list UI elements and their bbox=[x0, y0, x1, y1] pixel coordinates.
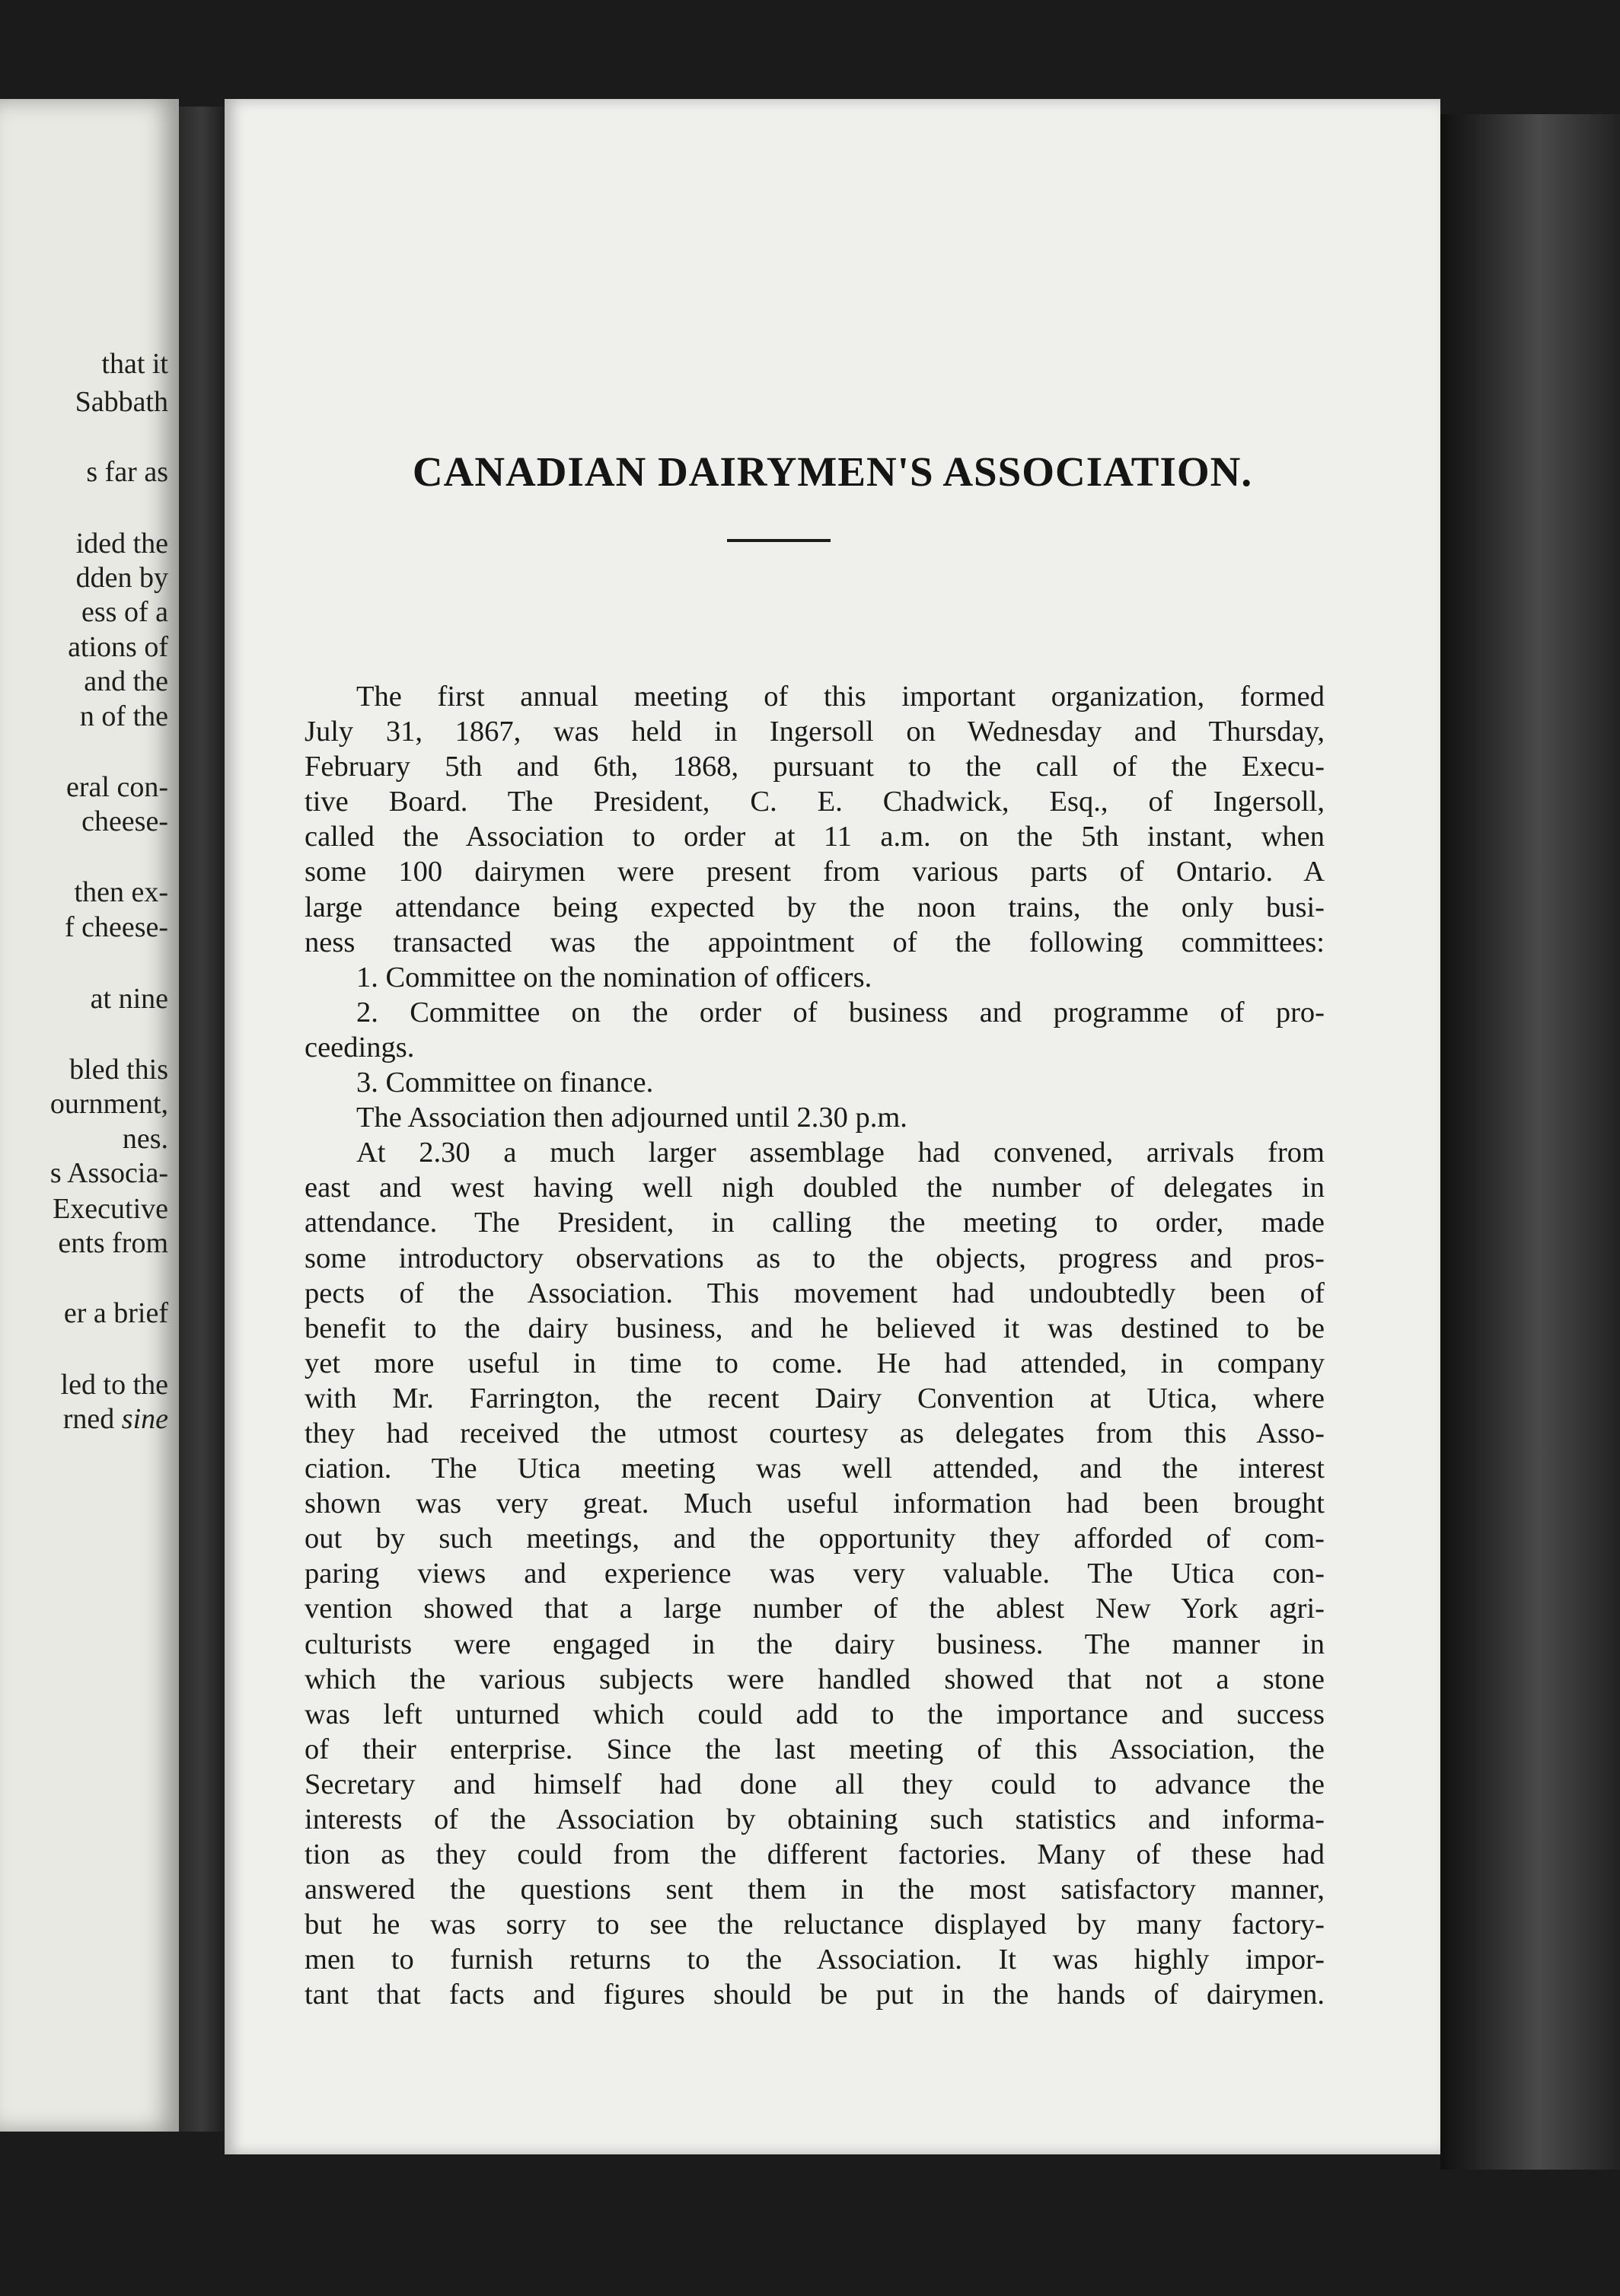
left-page-line: at nine bbox=[90, 983, 168, 1015]
body-line: called the Association to order at 11 a.m. on the 5th instant, when bbox=[305, 821, 1325, 853]
body-line: tant that facts and figures should be put in the hands of dairymen. bbox=[305, 1979, 1325, 2011]
book-gutter bbox=[179, 107, 225, 2132]
left-page-line: eral con- bbox=[66, 771, 168, 803]
body-line: tive Board. The President, C. E. Chadwick, Esq., of Ingersoll, bbox=[305, 786, 1325, 818]
body-line: Secretary and himself had done all they could to advance the bbox=[305, 1768, 1325, 1800]
left-page-line: er a brief bbox=[63, 1297, 168, 1329]
left-page-line: Sabbath bbox=[75, 386, 168, 418]
left-page-line: led to the bbox=[60, 1369, 168, 1401]
title-rule bbox=[727, 539, 831, 542]
body-line: At 2.30 a much larger assemblage had convened, arrivals from bbox=[356, 1137, 1325, 1169]
body-line: 1. Committee on the nomination of officers. bbox=[356, 961, 872, 993]
article-body bbox=[305, 679, 1325, 2013]
left-page-line: that it bbox=[101, 348, 168, 380]
body-line: which the various subjects were handled showed that not a stone bbox=[305, 1663, 1325, 1695]
book-edge bbox=[1440, 114, 1620, 2170]
body-line: answered the questions sent them in the most satisfactory manner, bbox=[305, 1873, 1325, 1906]
left-page-line: dden by bbox=[75, 562, 168, 594]
body-line: but he was sorry to see the reluctance displayed by many factory- bbox=[305, 1909, 1325, 1941]
body-line: interests of the Association by obtaining such statistics and informa- bbox=[305, 1803, 1325, 1835]
body-line: benefit to the dairy business, and he believed it was destined to be bbox=[305, 1312, 1325, 1344]
body-line: ciation. The Utica meeting was well attended, and the interest bbox=[305, 1453, 1325, 1485]
body-line: east and west having well nigh doubled the number of delegates in bbox=[305, 1172, 1325, 1204]
body-line: The Association then adjourned until 2.30 p.m. bbox=[356, 1102, 907, 1134]
body-line: shown was very great. Much useful information had been brought bbox=[305, 1488, 1325, 1520]
article-title: CANADIAN DAIRYMEN'S ASSOCIATION. bbox=[412, 448, 1253, 495]
left-page bbox=[0, 99, 179, 2132]
body-line: large attendance being expected by the noon trains, the only busi- bbox=[305, 891, 1325, 923]
left-page-line: ents from bbox=[58, 1227, 168, 1259]
body-line: some introductory observations as to the objects, progress and pros- bbox=[305, 1242, 1325, 1274]
left-page-line: cheese- bbox=[81, 805, 168, 837]
body-line: paring views and experience was very valuable. The Utica con- bbox=[305, 1558, 1325, 1590]
body-line: with Mr. Farrington, the recent Dairy Convention at Utica, where bbox=[305, 1382, 1325, 1414]
body-line: 2. Committee on the order of business and programme of pro- bbox=[356, 996, 1325, 1028]
left-page-line: n of the bbox=[79, 700, 168, 732]
left-page-line: s Associa- bbox=[49, 1157, 168, 1189]
body-line: attendance. The President, in calling the meeting to order, made bbox=[305, 1207, 1325, 1239]
left-page-line: rned sine bbox=[62, 1403, 168, 1435]
body-line: men to furnish returns to the Association. It was highly impor- bbox=[305, 1944, 1325, 1976]
body-line: they had received the utmost courtesy as delegates from this Asso- bbox=[305, 1417, 1325, 1449]
left-page-line: ournment, bbox=[49, 1088, 168, 1120]
body-line: The first annual meeting of this important organization, formed bbox=[356, 681, 1325, 713]
body-line: of their enterprise. Since the last meeting of this Association, the bbox=[305, 1733, 1325, 1765]
left-page-line: then ex- bbox=[74, 876, 168, 908]
left-page-line: Executive bbox=[53, 1193, 168, 1225]
left-page-line: ations of bbox=[68, 631, 168, 663]
body-line: ness transacted was the appointment of the following committees: bbox=[305, 926, 1325, 958]
body-line: culturists were engaged in the dairy business. The manner in bbox=[305, 1628, 1325, 1660]
left-page-line: s far as bbox=[86, 456, 168, 488]
body-line: 3. Committee on finance. bbox=[356, 1067, 654, 1099]
body-line: was left unturned which could add to the importance and success bbox=[305, 1698, 1325, 1730]
body-line: vention showed that a large number of the ablest New York agri- bbox=[305, 1593, 1325, 1625]
body-line: some 100 dairymen were present from various parts of Ontario. A bbox=[305, 856, 1325, 888]
body-line: ceedings. bbox=[305, 1031, 415, 1063]
body-line: February 5th and 6th, 1868, pursuant to the call of the Execu- bbox=[305, 751, 1325, 783]
left-page-line: f cheese- bbox=[64, 911, 168, 943]
left-page-line: bled this bbox=[69, 1054, 168, 1086]
body-line: tion as they could from the different factories. Many of these had bbox=[305, 1838, 1325, 1871]
body-line: out by such meetings, and the opportunity they afforded of com- bbox=[305, 1523, 1325, 1555]
body-line: yet more useful in time to come. He had attended, in company bbox=[305, 1347, 1325, 1379]
left-page-line: ess of a bbox=[81, 596, 168, 628]
body-line: July 31, 1867, was held in Ingersoll on Wednesday and Thursday, bbox=[305, 716, 1325, 748]
main-page bbox=[225, 99, 1440, 2154]
left-page-line: and the bbox=[84, 665, 168, 697]
left-page-line: ided the bbox=[75, 528, 168, 560]
left-page-line: nes. bbox=[122, 1123, 168, 1155]
body-line: pects of the Association. This movement had undoubtedly been of bbox=[305, 1277, 1325, 1309]
